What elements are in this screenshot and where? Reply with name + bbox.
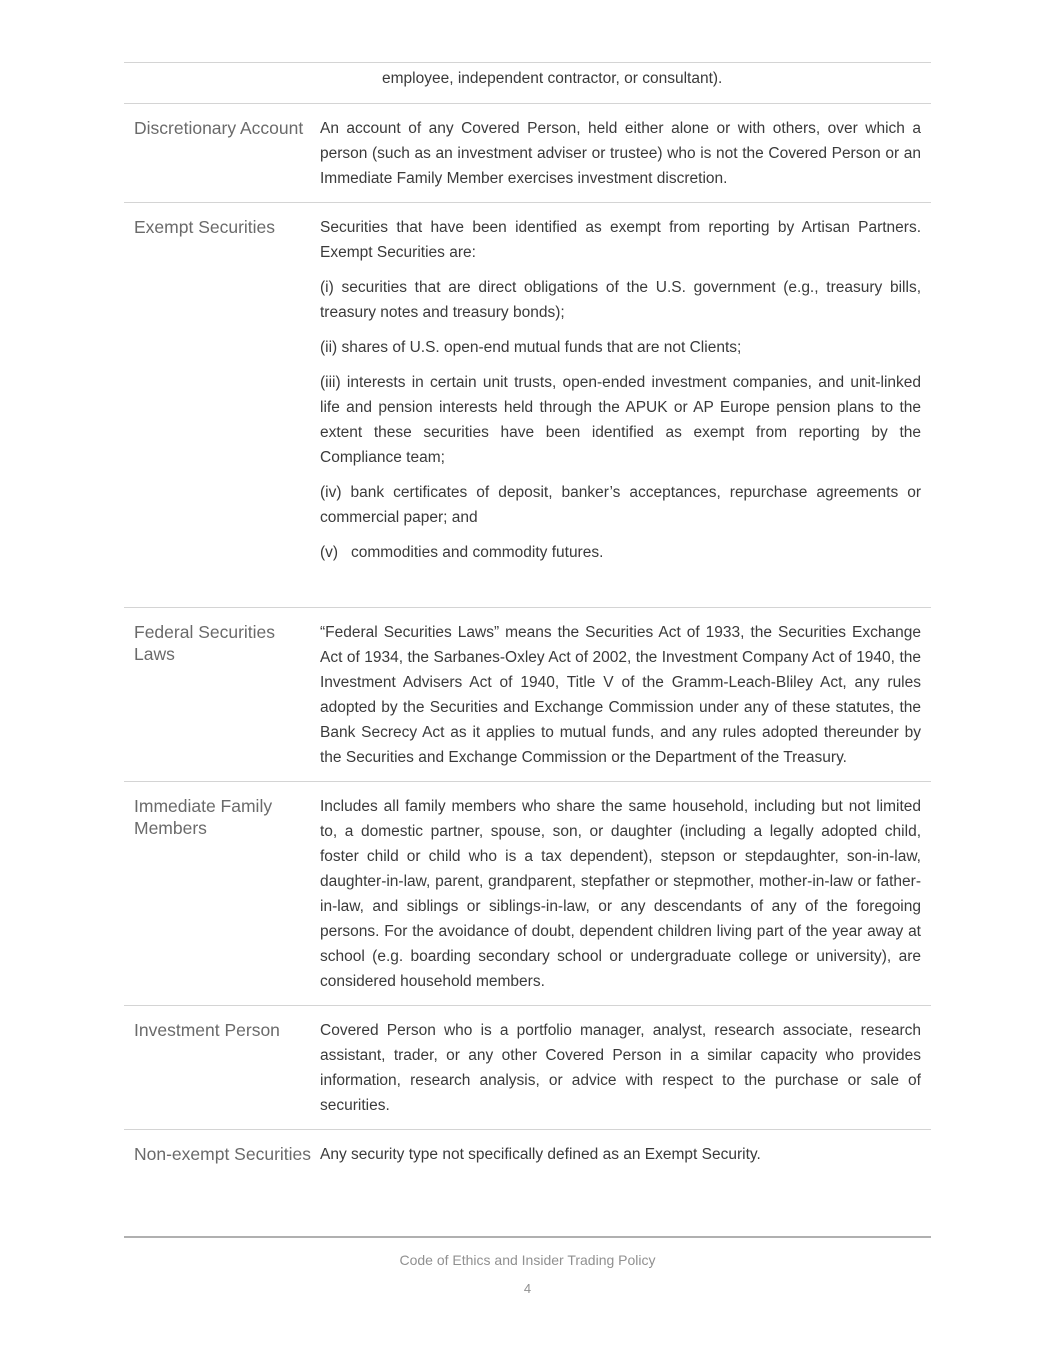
definition-row [124,1006,931,1130]
page-number: 4 [523,1281,532,1296]
continuation-text: employee, independent contractor, or consultant). [382,70,723,87]
continuation-row [124,63,931,104]
term-federal-securities-laws: Federal Securities Laws [134,622,276,664]
exempt-item-ii: (ii) shares of U.S. open-end mutual funds that are not Clients; [320,339,742,356]
term-investment-person: Investment Person [134,1020,280,1040]
definition-row [124,104,931,203]
definition-text [320,794,921,994]
definition-row [124,1130,931,1240]
footer-title: Code of Ethics and Insider Trading Policy [399,1252,656,1268]
definition-paragraph: Any security type not specifically defined as an Exempt Security. [320,1146,761,1163]
definition-paragraph: Covered Person who is a portfolio manager, analyst, research associate, research assistant, trader, or any other Covered Person in a similar capacity who provides information, research analysis, or advice with respect to the purchase or sale of securities. [320,1022,921,1114]
definition-text [320,1142,921,1240]
term-non-exempt-securities: Non-exempt Securities [134,1144,312,1164]
term-exempt-securities: Exempt Securities [134,217,276,237]
definition-paragraph: An account of any Covered Person, held either alone or with others, over which a person (such as an investment adviser or trustee) who is not the Covered Person or an Immediate Family Member exercises investment discretion. [320,120,921,187]
exempt-item-iv: (iv) bank certificates of deposit, banker’s acceptances, repurchase agreements or commercial paper; and [320,484,921,526]
definition-row [124,203,931,608]
definitions-table [124,62,931,1240]
definition-row [124,782,931,1006]
definition-paragraph: Includes all family members who share the same household, including but not limited to, a domestic partner, spouse, son, or daughter (including a legally adopted child, foster child or child who is a tax dependent), stepson or stepdaughter, son-in-law, daughter-in-law, parent, grandparent, stepfather or stepmother, mother-in-law or father-in-law, and siblings or siblings-in-law, or any descendants of any of the foregoing persons. For the avoidance of doubt, dependent children living part of the year away at school (e.g. boarding secondary school or undergraduate college or university), are considered household members. [320,798,921,990]
definition-paragraph: “Federal Securities Laws” means the Securities Act of 1933, the Securities Exchange Act of 1934, the Sarbanes-Oxley Act of 2002, the Investment Company Act of 1940, the Investment Advisers Act of 1940, Title V of the Gramm-Leach-Bliley Act, any rules adopted by the Securities and Exchange Commission under any of these statutes, the Bank Secrecy Act as it applies to mutual funds, and any rules adopted thereunder by the Securities and Exchange Commission or the Department of the Treasury. [320,624,921,766]
exempt-item-v: (v) commodities and commodity futures. [320,544,604,561]
exempt-item-i: (i) securities that are direct obligations of the U.S. government (e.g., treasury bills, treasury notes and treasury bonds); [320,279,921,321]
exempt-item-iii: (iii) interests in certain unit trusts, open-ended investment companies, and unit-linked life and pension interests held through the APUK or AP Europe pension plans to the extent these securities have been identified as exempt from reporting by the Compliance team; [320,374,921,466]
definition-row [124,608,931,782]
definition-paragraph: Securities that have been identified as exempt from reporting by Artisan Partners. Exempt Securities are: [320,219,921,261]
footer-divider [124,1236,931,1238]
definition-text [320,1018,921,1118]
definition-text [320,620,921,770]
term-immediate-family-members: Immediate Family Members [134,796,273,838]
term-discretionary-account: Discretionary Account [134,118,304,138]
definition-text [320,116,921,191]
definition-text [320,215,921,565]
